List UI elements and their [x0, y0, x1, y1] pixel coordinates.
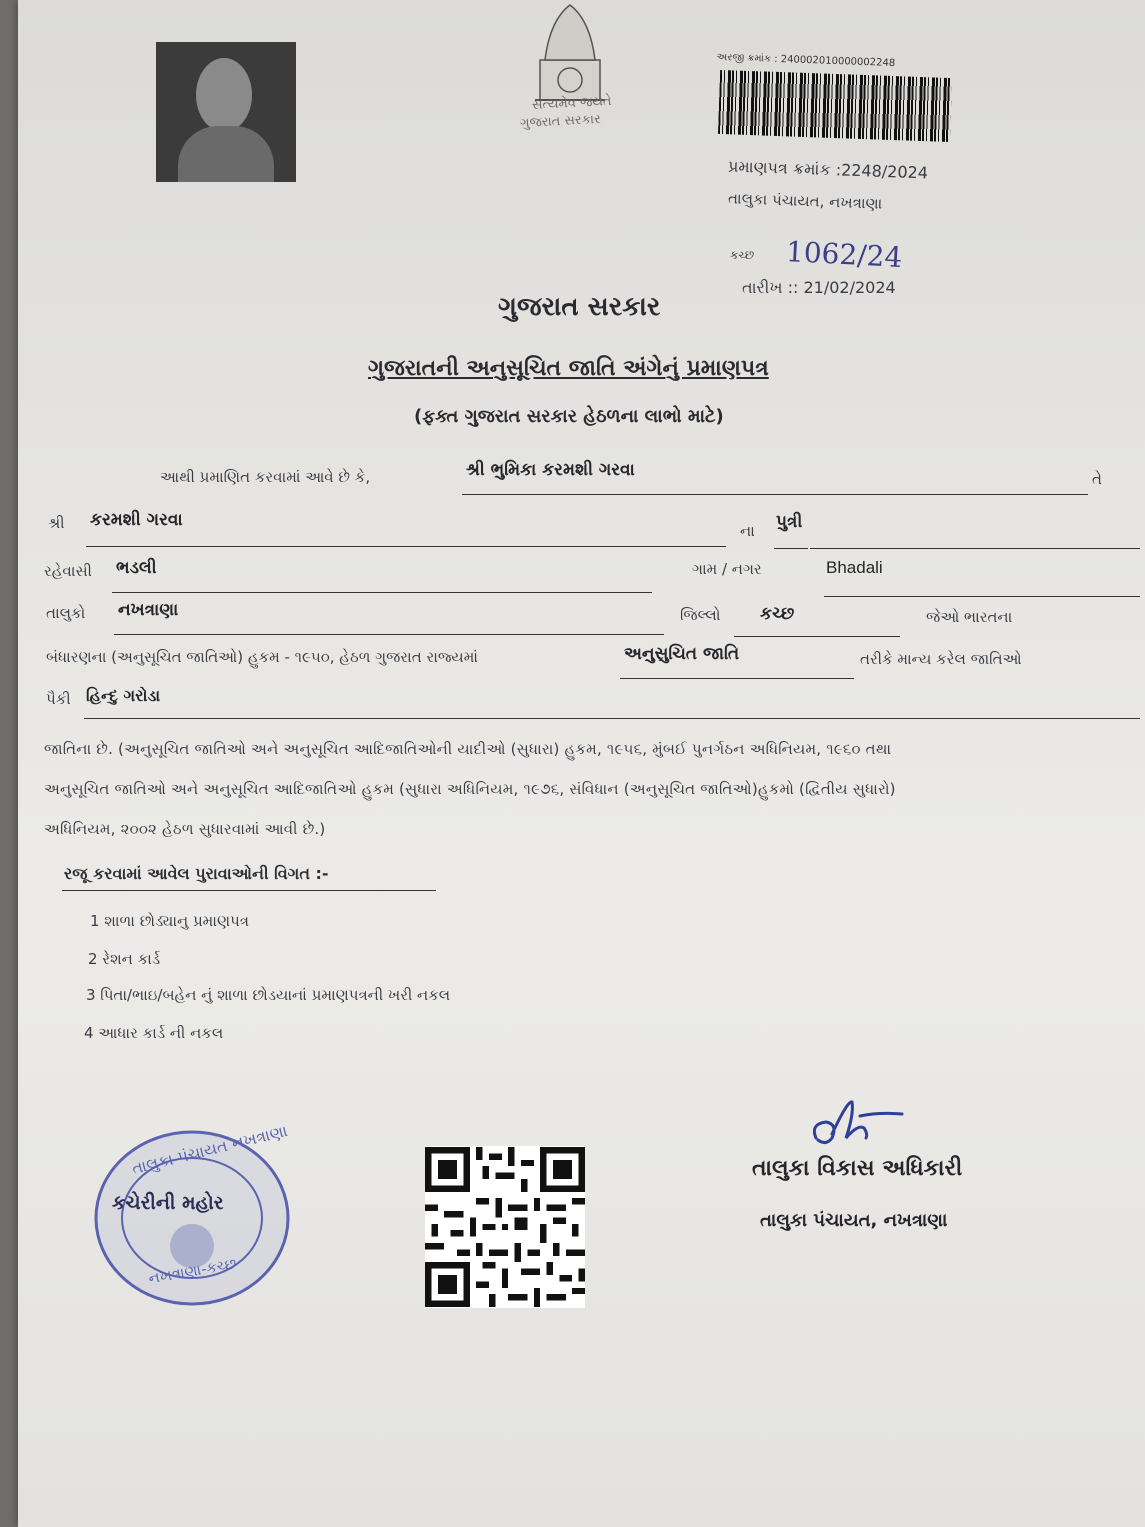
legal-text-line-2: અનુસૂચિત જાતિઓ અને અનુસૂચિત આદિજાતિઓ હુકમ (સુધારા અધિનિયમ, ૧૯૭૬, સંવિધાન (અનુસૂચિત જાતિઓ)હુકમો (દ્વિતીય સુધારો) — [44, 780, 896, 798]
among-label: પૈકી — [46, 690, 71, 708]
village-en-underline — [824, 596, 1140, 597]
name-underline — [462, 494, 1088, 495]
village-label: ગામ / નગર — [692, 560, 762, 578]
na-text: ના — [740, 522, 755, 540]
issue-date: તારીખ :: 21/02/2024 — [742, 278, 896, 297]
application-number: અરજી ક્રમાંક : 240002010000002248 — [716, 51, 896, 70]
seal-center-text: કચેરીની મહોર — [112, 1192, 224, 1214]
certificate-subtitle: (ફક્ત ગુજરાત સરકાર હેઠળના લાભો માટે) — [414, 406, 724, 427]
evidence-item: 3 પિતા/ભાઇ/બહેન નું શાળા છોડયાનાં પ્રમાણપત્રની ખરી નકલ — [86, 986, 451, 1004]
district-label: જિલ્લો — [680, 606, 721, 624]
legal-text-line-3: અધિનિયમ, ૨૦૦૨ હેઠળ સુધારવામાં આવી છે.) — [44, 820, 326, 838]
caste-name: હિન્દુ ગરોડા — [86, 686, 161, 705]
applicant-photo — [156, 42, 296, 182]
qr-code — [425, 1146, 585, 1308]
district-underline — [734, 636, 900, 637]
relation-underline-2 — [810, 548, 1140, 549]
category-underline — [620, 678, 854, 679]
emblem-govt: ગુજરાત સરકાર — [519, 111, 602, 132]
seal-bottom-text: નખત્રાણા-કચ્છ — [147, 1254, 238, 1288]
signature — [808, 1094, 918, 1154]
certificate-number: પ્રમાણપત્ર ક્રમાંક :2248/2024 — [727, 156, 929, 183]
village-english: Bhadali — [826, 558, 883, 577]
signatory-title: તાલુકા વિકાસ અધિકારી — [752, 1156, 963, 1181]
issuing-office: તાલુકા પંચાયત, નખત્રાણા — [727, 189, 883, 213]
village-underline — [112, 592, 652, 593]
evidence-item: 2 રેશન કાર્ડ — [88, 950, 161, 968]
evidence-item: 4 આધાર કાર્ડ ની નકલ — [84, 1024, 224, 1042]
resident-label: રહેવાસી — [44, 562, 92, 580]
govt-title: ગુજરાત સરકાર — [498, 292, 661, 322]
shri-label: શ્રી — [48, 514, 65, 532]
relation: પુત્રી — [776, 512, 803, 532]
father-underline — [86, 546, 726, 547]
evidence-heading: રજૂ કરવામાં આવેલ પુરાવાઓની વિગત :- — [64, 864, 329, 883]
father-name: કરમશી ગરવા — [90, 510, 183, 530]
constitution-text: બંધારણના (અનુસૂચિત જાતિઓ) હુકમ - ૧૯૫૦, હેઠળ ગુજરાત રાજ્યમાં — [46, 648, 478, 666]
evidence-item: 1 શાળા છોડ્યાનુ પ્રમાણપત્ર — [90, 912, 249, 930]
photo-face — [196, 58, 252, 132]
india-text: જેઓ ભારતના — [926, 608, 1013, 626]
certificate-title: ગુજરાતની અનુસૂચિત જાતિ અંગેનું પ્રમાણપત્ર — [368, 356, 769, 381]
barcode-block — [713, 52, 956, 160]
relation-underline — [774, 548, 808, 549]
signatory-office: તાલુકા પંચાયત, નખત્રાણા — [760, 1210, 948, 1231]
te-text: તે — [1092, 470, 1102, 488]
barcode — [718, 70, 952, 142]
evidence-heading-underline — [62, 890, 436, 891]
taluka-underline — [114, 634, 664, 635]
certify-text: આથી પ્રમાણિત કરવામાં આવે છે કે, — [160, 468, 371, 486]
register-number: 1062/24 — [785, 234, 904, 275]
photo-body — [178, 126, 274, 182]
legal-text-line-1: જાતિના છે. (અનુસૂચિત જાતિઓ અને અનુસૂચિત આદિજાતિઓની યાદીઓ (સુધારા) હુકમ, ૧૯૫૬, મુંબઈ પુનર્ગઠન અધિનિયમ, ૧૯૬૦ તથા — [44, 740, 892, 758]
caste-underline — [84, 718, 1140, 719]
recognized-text: તરીકે માન્ય કરેલ જાતિઓ — [860, 650, 1022, 668]
caste-category: અનુસુચિત જાતિ — [624, 644, 740, 664]
seal-top-text: તાલુકા પંચાયત નખત્રાણા — [129, 1120, 290, 1179]
register-label: કચ્છ — [730, 248, 755, 262]
village-name: ભડલી — [116, 558, 157, 578]
taluka-name: નખત્રાણા — [118, 600, 179, 620]
emblem-motto: સત્યમેવ જયતે — [531, 93, 612, 114]
applicant-name: શ્રી ભુમિકા કરમશી ગરવા — [466, 460, 635, 480]
taluka-label: તાલુકો — [46, 604, 86, 622]
district-name: કચ્છ — [760, 604, 795, 624]
